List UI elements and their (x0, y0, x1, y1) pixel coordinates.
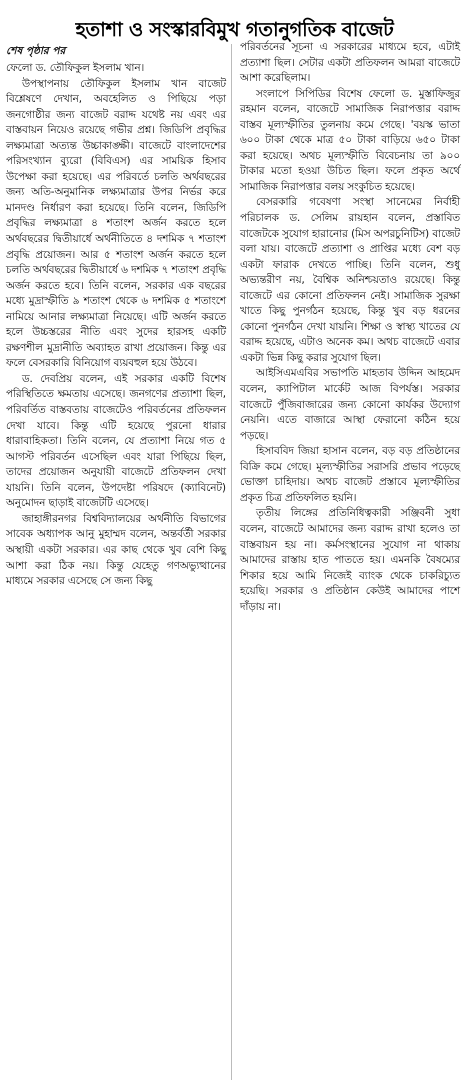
right-column (240, 40, 460, 615)
paragraph: বেসরকারি গবেষণা সংস্থা সানেমের নির্বাহী পরিচালক ড. সেলিম রায়হান বলেন, প্রস্তাবিত বাজেটকে সুযোগ হারানোর (মিস অপরচুনিটিস) বাজেট বলা যায়। বাজেটে প্রত্যাশা ও প্রাপ্তির মধ্যে বেশ বড় একটা ফারাক দেখতে পাচ্ছি। তিনি বলেন, শুধু অভ্যন্তরীণ নয়, বৈশ্বিক অনিশ্চয়তাও রয়েছে। কিন্তু বাজেটে এর কোনো প্রতিফলন নেই। সামাজিক সুরক্ষা খাতে কিছু পুনর্গঠন হয়েছে, কিন্তু খুব বড় ধরনের কোনো পুনর্গঠন দেখা যায়নি। শিক্ষা ও স্বাস্থ্য খাতের যে বরাদ্দ হয়েছে, এটাও অনেক কম। অথচ বাজেটে এবার একটা ভিন্ন কিছু করার সুযোগ ছিল। (240, 196, 460, 364)
column-divider (231, 44, 232, 1080)
paragraph: সংলাপে সিপিডির বিশেষ ফেলো ড. মুস্তাফিজুর রহমান বলেন, বাজেটে সামাজিক নিরাপত্তার বরাদ্দ বাস্তব মূল্যস্ফীতির তুলনায় কমে গেছে। 'বয়স্ক ভাতা ৬০০ টাকা থেকে মাত্র ৫০ টাকা বাড়িয়ে ৬৫০ টাকা করা হয়েছে। অথচ মূল্যস্ফীতি বিবেচনায় তা ৯০০ টাকার মতো হওয়া উচিত ছিল। ফলে প্রকৃত অর্থে সামাজিক নিরাপত্তার বলয় সংকুচিত হয়েছে। (240, 87, 460, 193)
paragraph: উপস্থাপনায় তৌফিকুল ইসলাম খান বাজেট বিশ্লেষণে দেখান, অবহেলিত ও পিছিয়ে পড়া জনগোষ্ঠীর জন্য বাজেট বরাদ্দ যথেষ্ট নয় এবং এর বাস্তবায়ন নিয়েও রয়েছে গভীর প্রশ্ন। জিডিপি প্রবৃদ্ধির লক্ষ্যমাত্রা অত্যন্ত উচ্চাকাঙ্ক্ষী। বাজেটে বাংলাদেশের পরিসংখ্যান ব্যুরো (বিবিএস) এর সাময়িক হিসাব উপেক্ষা করা হয়েছে। এর পরিবর্তে চলতি অর্থবছরের জন্য অতি-অনুমানিক লক্ষ্যমাত্রার উপর নির্ভর করে মানদণ্ড নির্ধারণ করা হয়েছে। তিনি বলেন, জিডিপি প্রবৃদ্ধির লক্ষ্যমাত্রা ৪ শতাংশ অর্জন করতে হলে অর্থবছরের দ্বিতীয়ার্ধে অর্থনীতিতে ৪ দশমিক ৭ শতাংশ প্রবৃদ্ধি প্রয়োজন। আর ৫ শতাংশ অর্জন করতে হলে চলতি অর্থবছরের দ্বিতীয়ার্ধে ৬ দশমিক ৭ শতাংশ প্রবৃদ্ধি অর্জন করতে হবে। তিনি বলেন, সরকার এক বছরের মধ্যে মুদ্রাস্ফীতি ৯ শতাংশ থেকে ৬ দশমিক ৫ শতাংশে নামিয়ে আনার লক্ষ্যমাত্রা নিয়েছে। এটি অর্জন করতে হলে উচ্চস্তরের নীতি এবং সুদের হারসহ একটি রক্ষণশীল মুদ্রানীতি অব্যাহত রাখা প্রয়োজন। কিন্তু এর ফলে বেসরকারি বিনিয়োগ ব্যয়বহুল হয়ে উঠবে। (6, 77, 226, 370)
article-headline: হতাশা ও সংস্কারবিমুখ গতানুগতিক বাজেট (75, 18, 394, 42)
paragraph: তৃতীয় লিঙ্গের প্রতিনিধিত্বকারী সঞ্জিবনী সুধা বলেন, বাজেটে আমাদের জন্য বরাদ্দ রাখা হলেও তা বাস্তবায়ন হয় না। কর্মসংস্থানের সুযোগ না থাকায় আমাদের রাস্তায় হাত পাততে হয়। এমনকি বৈষম্যের শিকার হয়ে আমি নিজেই ব্যাংক থেকে চাকরিচ্যুত হয়েছি। সরকার ও প্রতিষ্ঠান কেউই আমাদের পাশে দাঁড়ায় না। (240, 507, 460, 613)
paragraph: হিসাববিদ জিয়া হাসান বলেন, বড় বড় প্রতিষ্ঠানের বিক্রি কমে গেছে। মূল্যস্ফীতির সরাসরি প্রভাব পড়েছে ভোক্তা চাহিদায়। অথচ বাজেট প্রস্তাবে মূল্যস্ফীতির প্রকৃত চিত্র প্রতিফলিত হয়নি। (240, 445, 460, 504)
paragraph: পরিবর্তনের সূচনা এ সরকারের মাধ্যমে হবে, এটাই প্রত্যাশা ছিল। সেটার একটা প্রতিফলন আমরা বাজেটে আশা করেছিলাম। (240, 41, 460, 85)
paragraph: জাহাঙ্গীরনগর বিশ্ববিদ্যালয়ের অর্থনীতি বিভাগের সাবেক অধ্যাপক আনু মুহাম্মদ বলেন, অন্তর্বর্তী সরকার অস্থায়ী একটা সরকার। এর কাছ থেকে খুব বেশি কিছু আশা করা ঠিক নয়। কিন্তু যেহেতু গণঅভ্যুত্থানের মাধ্যমে সরকার এসেছে সে জন্য কিছু (6, 512, 226, 588)
paragraph: ফেলো ড. তৌফিকুল ইসলাম খান। (6, 62, 145, 74)
left-column (6, 44, 226, 590)
paragraph: ড. দেবপ্রিয় বলেন, এই সরকার একটি বিশেষ পরিস্থিতিতে ক্ষমতায় এসেছে। জনগণের প্রত্যাশা ছিল, পরিবর্তিত বাস্তবতায় বাজেটেও পরিবর্তনের প্রতিফলন দেখা যাবে। কিন্তু এটি হয়েছে পুরনো ধারার ধারাবাহিকতা। তিনি বলেন, যে প্রত্যাশা নিয়ে গত ৫ আগস্ট পরিবর্তন এসেছিল এবং যারা পিছিয়ে ছিল, তাদের প্রয়োজন অনুযায়ী বাজেটে প্রতিফলন দেখা যায়নি। তিনি বলেন, উপদেষ্টা পরিষদে (ক্যাবিনেট) অনুমোদন ছাড়াই বাজেটটি এসেছে। (6, 372, 226, 510)
paragraph: আইসিএমএবির সভাপতি মাহতাব উদ্দিন আহমেদ বলেন, ক্যাপিটাল মার্কেট আজ বিপর্যস্ত। সরকার বাজেটে পুঁজিবাজারের জন্য কোনো কার্যকর উদ্যোগ নেয়নি। এতে বাজারে আস্থা ফেরানো কঠিন হয়ে পড়ছে। (240, 367, 460, 442)
continued-from-label: শেষ পৃষ্ঠার পর (6, 45, 66, 57)
